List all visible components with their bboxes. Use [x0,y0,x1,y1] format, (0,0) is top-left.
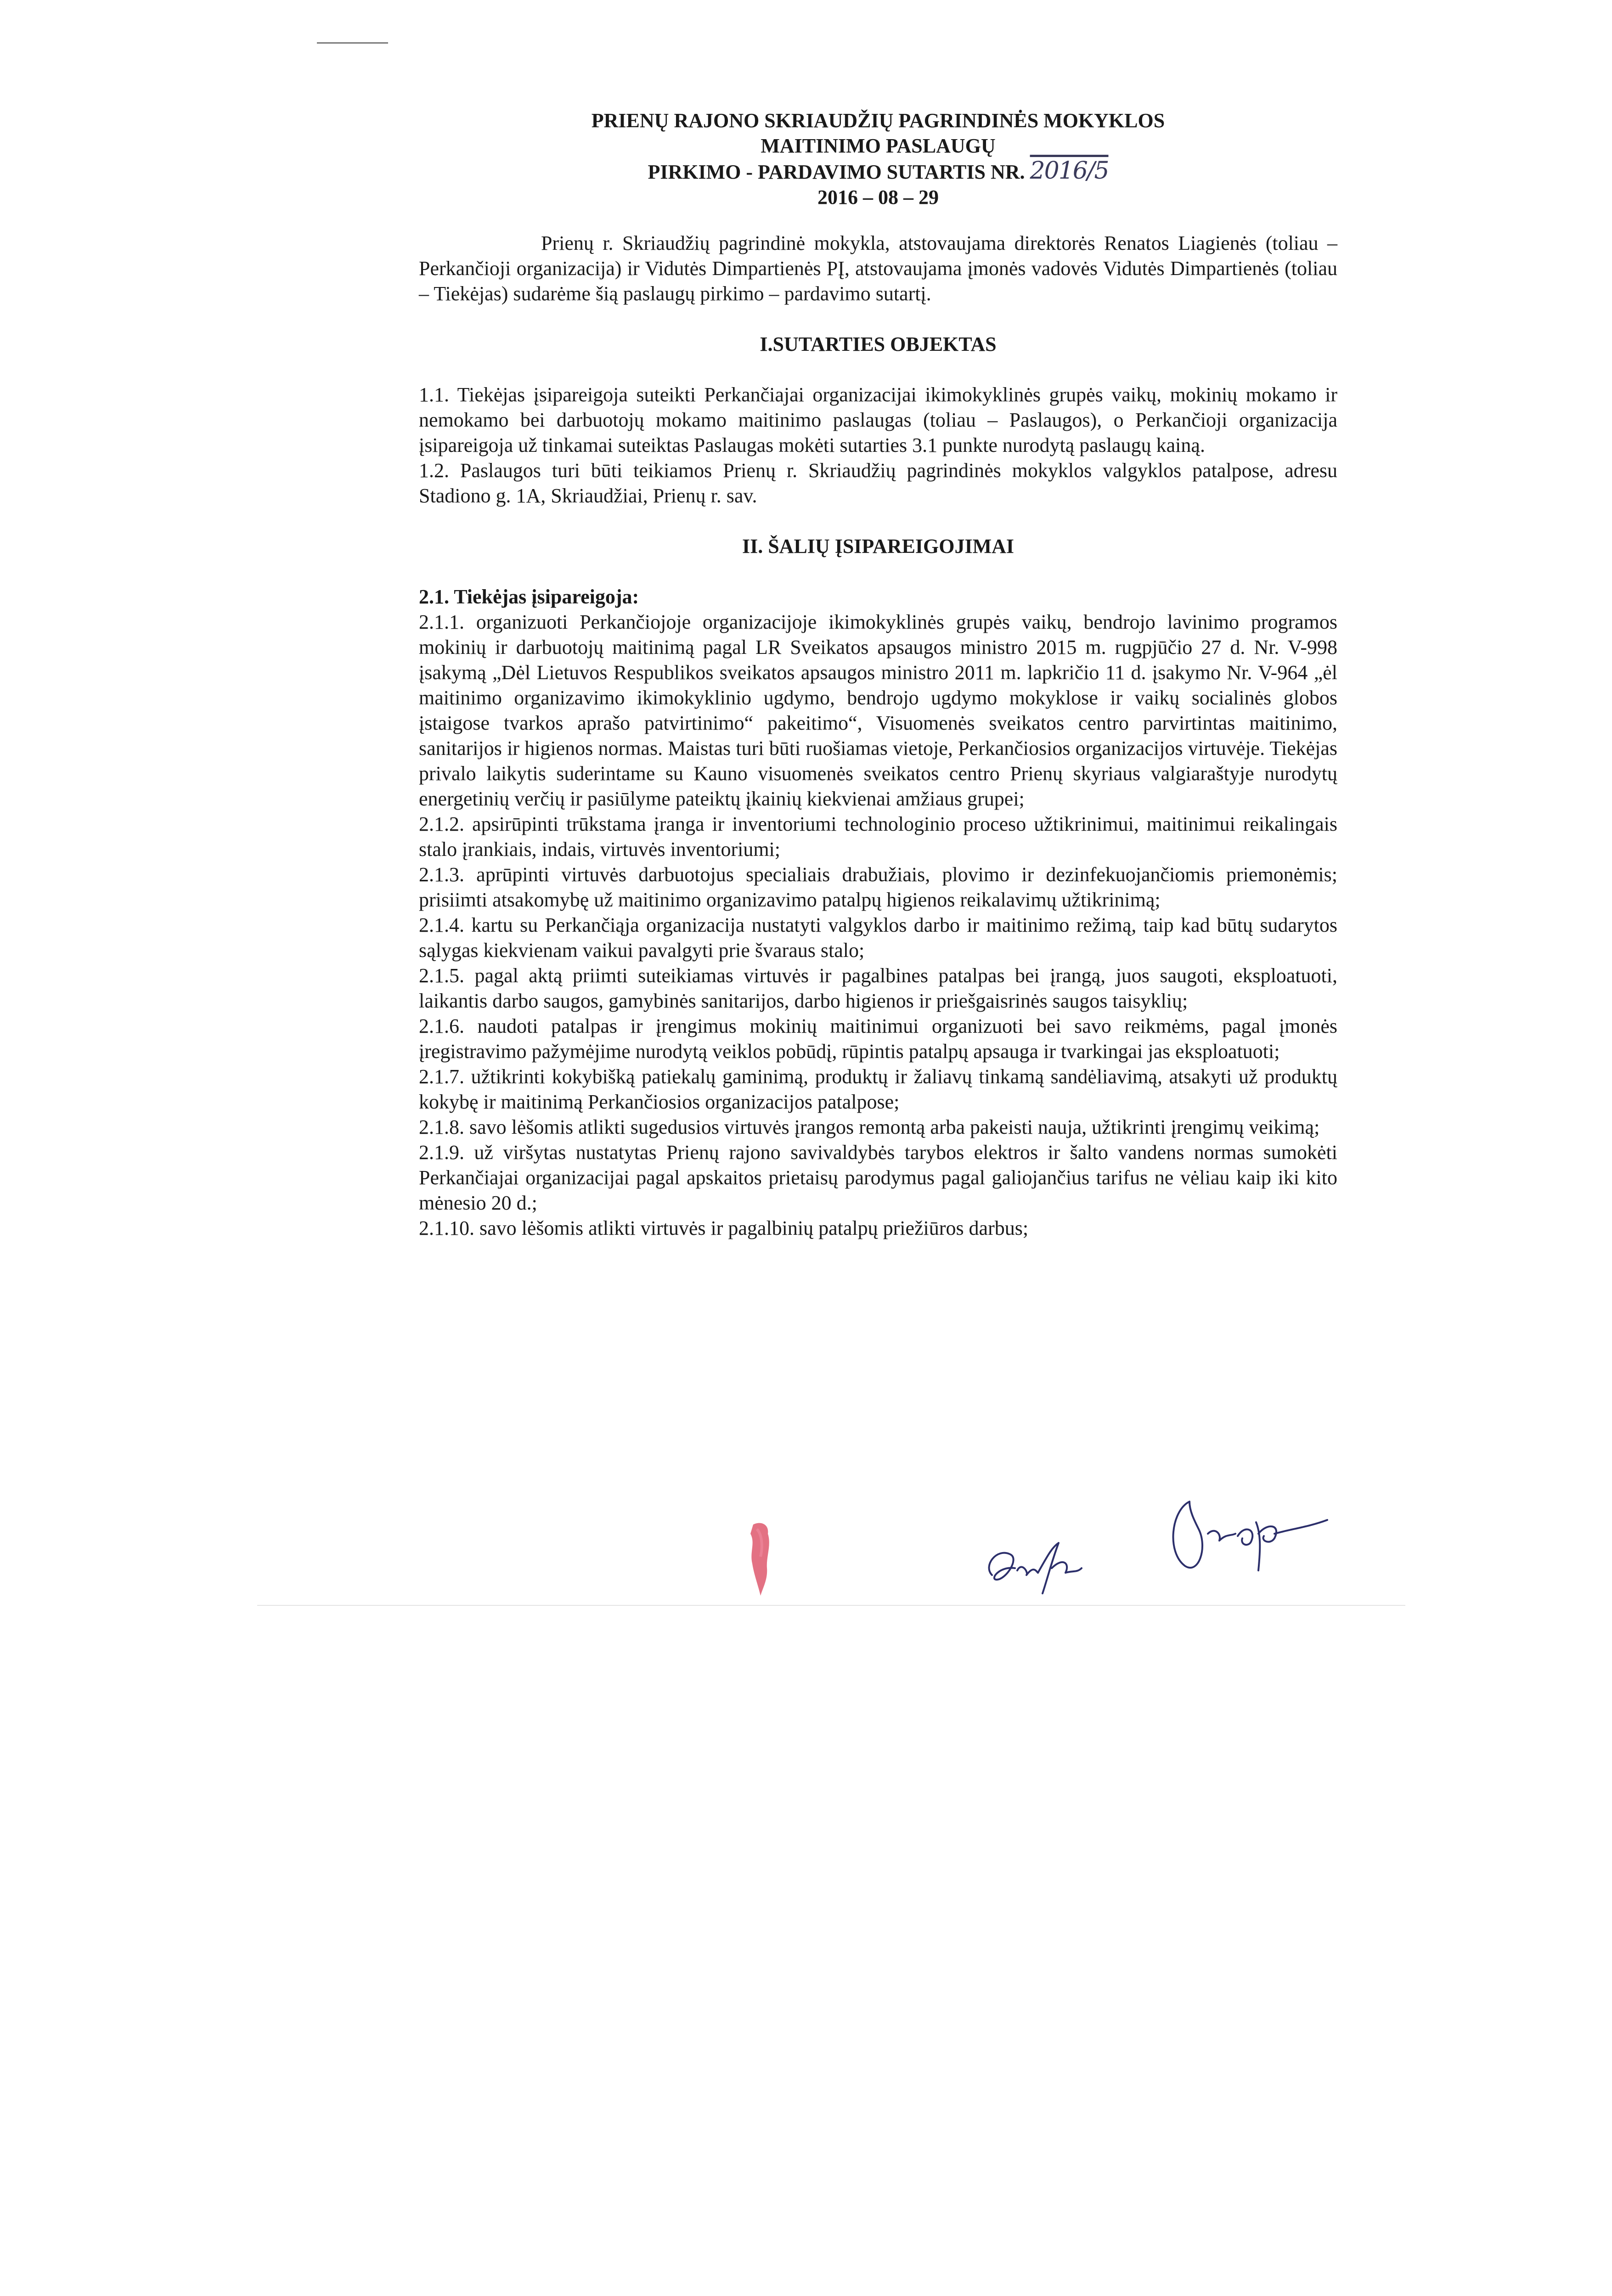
clause-1-1: 1.1. Tiekėjas įsipareigoja suteikti Perkančiajai organizacijai ikimokyklinės grupės vaikų, mokinių mokamo ir nemokamo bei darbuotojų mokamo maitinimo paslaugas (toliau – Paslaugos), o Perkančioji organizacija įsipareigoja už tinkamai suteiktas Paslaugas mokėti sutarties 3.1 punkte nurodytą paslaugų kainą. [419,383,1337,456]
contract-title: PIRKIMO - PARDAVIMO SUTARTIS NR. [648,161,1025,183]
intro-paragraph: Prienų r. Skriaudžių pagrindinė mokykla, atstovaujama direktorės Renatos Liagienės (toliau – Perkančioji organizacija) ir Vidutės Dimpartienės PĮ, atstovaujama įmonės vadovės Vidutės Dimpartienės (toliau – Tiekėjas) sudarėme šią paslaugų pirkimo – pardavimo sutartį. [419,232,1337,305]
signature-director [1157,1483,1332,1589]
contract-page [419,108,1337,1241]
clause-item: 2.1.2. apsirūpinti trūkstama įranga ir inventoriumi technologinio proceso užtikrinimui, maitinimui reikalingais stalo įrankiais, indais, virtuvės inventoriumi; [419,813,1337,861]
contract-number-handwritten: 2016/5 [1030,157,1109,185]
clause-item: 2.1.10. savo lėšomis atlikti virtuvės ir pagalbinių patalpų priežiūros darbus; [419,1217,1029,1239]
signature-supplier [978,1529,1116,1598]
clause-item: 2.1.7. užtikrinti kokybišką patiekalų gaminimą, produktų ir žaliavų tinkamą sandėliavimą, atsakyti už produktų kokybę ir maitinimą Perkančiosios organizacijos patalpose; [419,1065,1337,1113]
scan-page-edge [257,1605,1405,1606]
header-line-contract [419,158,1337,185]
clause-item: 2.1.4. kartu su Perkančiąja organizacija nustatyti valgyklos darbo ir maitinimo režimą, taip kad būtų sudarytos sąlygas kiekvienam vaikui pavalgyti prie švaraus stalo; [419,914,1337,962]
clause-item: 2.1.6. naudoti patalpas ir įrengimus mokinių maitinimui organizuoti bei savo reikmėms, pagal įmonės įregistravimo pažymėjime nurodytą veiklos pobūdį, rūpintis patalpų apsauga ir tvarkingai jas eksploatuoti; [419,1015,1337,1063]
clause-item: 2.1.8. savo lėšomis atlikti sugedusios virtuvės įrangos remontą arba pakeisti nauja, užtikrinti įrengimų veikimą; [419,1116,1320,1138]
clause-item: 2.1.5. pagal aktą priimti suteikiamas virtuvės ir pagalbines patalpas bei įrangą, juos saugoti, eksploatuoti, laikantis darbo saugos, gamybinės sanitarijos, darbo higienos ir priešgaisrinės saugos taisyklių; [419,964,1337,1012]
header-line-service: MAITINIMO PASLAUGŲ [761,135,996,157]
contract-date: 2016 – 08 – 29 [817,186,939,208]
header-line-school: PRIENŲ RAJONO SKRIAUDŽIŲ PAGRINDINĖS MOKYKLOS [591,109,1165,132]
clause-item: 2.1.3. aprūpinti virtuvės darbuotojus specialiais drabužiais, plovimo ir dezinfekuojančiomis priemonėmis; prisiimti atsakomybę už maitinimo organizavimo patalpų higienos reikalavimų užtikrinimą; [419,863,1337,911]
stamp-mark [744,1520,776,1598]
document-header [419,108,1337,210]
clause-2-1-list [419,609,1337,1241]
section-2-title: II. ŠALIŲ ĮSIPAREIGOJIMAI [742,535,1015,557]
clause-2-1-heading: 2.1. Tiekėjas įsipareigoja: [419,585,639,608]
clause-item: 2.1.1. organizuoti Perkančiojoje organizacijoje ikimokyklinės grupės vaikų, bendrojo lavinimo programos mokinių ir darbuotojų maitinimą pagal LR Sveikatos apsaugos ministro 2015 m. rugpjūčio 27 d. Nr. V-998 įsakymą „Dėl Lietuvos Respublikos sveikatos apsaugos ministro 2011 m. lapkričio 11 d. įsakymo Nr. V-964 „ėl maitinimo organizavimo ikimokyklinio ugdymo, bendrojo ugdymo mokyklose ir vaikų socialinės globos įstaigose tvarkos aprašo patvirtinimo“ pakeitimo“, Visuomenės sveikatos centro parvirtintas maitinimo, sanitarijos ir higienos normas. Maistas turi būti ruošiamas vietoje, Perkančiosios organizacijos virtuvėje. Tiekėjas privalo laikytis suderintame su Kauno visuomenės sveikatos centro Prienų skyriaus valgiaraštyje nurodytų energetinių verčių ir pasiūlyme pateiktų įkainių kiekvienai amžiaus grupei; [419,611,1337,810]
clause-1-2: 1.2. Paslaugos turi būti teikiamos Prienų r. Skriaudžių pagrindinės mokyklos valgyklos patalpose, adresu Stadiono g. 1A, Skriaudžiai, Prienų r. sav. [419,459,1337,507]
clause-item: 2.1.9. už viršytas nustatytas Prienų rajono savivaldybės tarybos elektros ir šalto vandens normas sumokėti Perkančiajai organizacijai pagal apskaitos prietaisų parodymus pagal galiojančius tarifus ne vėliau kaip iki kito mėnesio 20 d.; [419,1141,1337,1214]
scan-artifact-dash [317,42,388,44]
section-1-title: I.SUTARTIES OBJEKTAS [760,333,997,355]
